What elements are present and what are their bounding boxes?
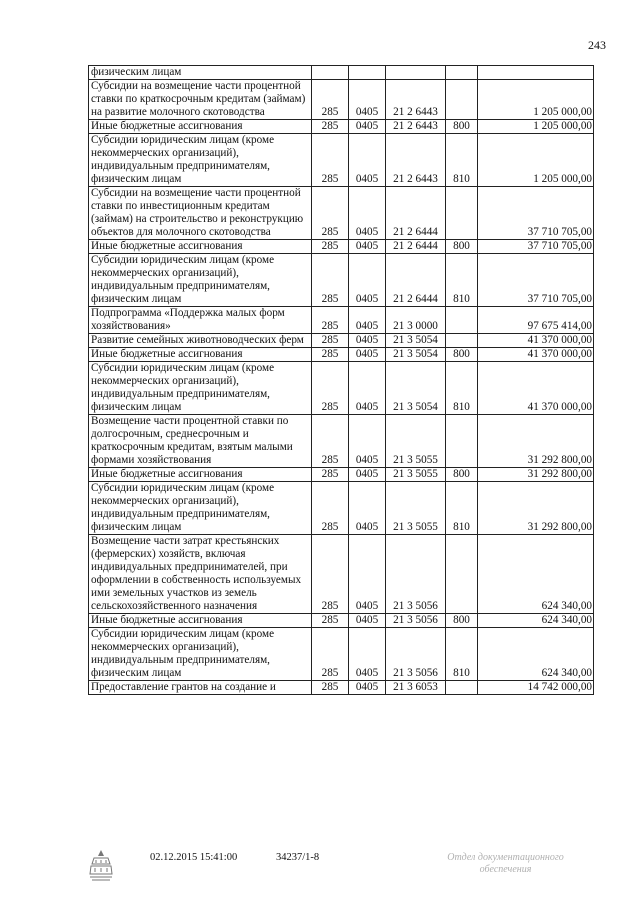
- cell-section: 0405: [349, 362, 386, 415]
- cell-name: физическим лицам: [89, 66, 312, 80]
- cell-name: Иные бюджетные ассигнования: [89, 468, 312, 482]
- cell-name: Иные бюджетные ассигнования: [89, 120, 312, 134]
- page-number: 243: [588, 38, 606, 52]
- cell-article: 21 2 6443: [386, 134, 446, 187]
- cell-article: 21 2 6443: [386, 120, 446, 134]
- cell-section: 0405: [349, 334, 386, 348]
- budget-table-body: [89, 66, 594, 695]
- cell-code: 285: [312, 628, 349, 681]
- cell-article: 21 2 6444: [386, 254, 446, 307]
- cell-section: 0405: [349, 348, 386, 362]
- cell-code: [312, 66, 349, 80]
- cell-article: 21 3 5054: [386, 334, 446, 348]
- department-stamp: [418, 852, 593, 876]
- cell-type: [446, 681, 478, 695]
- cell-article: 21 3 5056: [386, 614, 446, 628]
- cell-type: 800: [446, 614, 478, 628]
- cell-amount: 624 340,00: [478, 628, 594, 681]
- cell-name: Субсидии юридическим лицам (кроме некоммерческих организаций), индивидуальным предпринимателям, физическим лицам: [89, 362, 312, 415]
- emblem-icon: [88, 848, 114, 882]
- table-row: [89, 134, 594, 187]
- cell-type: 800: [446, 120, 478, 134]
- cell-section: 0405: [349, 254, 386, 307]
- table-row: [89, 307, 594, 334]
- cell-code: 285: [312, 681, 349, 695]
- cell-name: Субсидии на возмещение части процентной ставки по краткосрочным кредитам (займам) на развитие молочного скотоводства: [89, 80, 312, 120]
- cell-code: 285: [312, 614, 349, 628]
- cell-type: 810: [446, 482, 478, 535]
- cell-amount: 14 742 000,00: [478, 681, 594, 695]
- cell-type: 810: [446, 628, 478, 681]
- table-row: [89, 348, 594, 362]
- cell-type: 810: [446, 254, 478, 307]
- table-row: [89, 254, 594, 307]
- cell-section: [349, 66, 386, 80]
- footer-datetime: 02.12.2015 15:41:00: [150, 852, 238, 863]
- cell-section: 0405: [349, 628, 386, 681]
- cell-type: 800: [446, 348, 478, 362]
- stamp-line-1: Отдел документационного: [447, 852, 564, 863]
- cell-article: [386, 66, 446, 80]
- cell-code: 285: [312, 80, 349, 120]
- cell-amount: 41 370 000,00: [478, 334, 594, 348]
- table-row: [89, 628, 594, 681]
- cell-article: 21 2 6443: [386, 80, 446, 120]
- cell-article: 21 3 5055: [386, 415, 446, 468]
- cell-amount: 624 340,00: [478, 535, 594, 614]
- cell-type: [446, 66, 478, 80]
- cell-amount: 37 710 705,00: [478, 240, 594, 254]
- cell-name: Иные бюджетные ассигнования: [89, 240, 312, 254]
- cell-name: Возмещение части затрат крестьянских (фермерских) хозяйств, включая индивидуальных предпринимателей, при оформлении в собственность используемых ими земельных участков из земель сельскохозяйственного назначения: [89, 535, 312, 614]
- table-row: [89, 681, 594, 695]
- cell-article: 21 3 6053: [386, 681, 446, 695]
- cell-section: 0405: [349, 80, 386, 120]
- cell-code: 285: [312, 120, 349, 134]
- cell-article: 21 3 5055: [386, 468, 446, 482]
- cell-code: 285: [312, 134, 349, 187]
- cell-type: [446, 415, 478, 468]
- cell-amount: 31 292 800,00: [478, 468, 594, 482]
- cell-amount: [478, 66, 594, 80]
- cell-article: 21 3 5055: [386, 482, 446, 535]
- table-row: [89, 614, 594, 628]
- table-row: [89, 482, 594, 535]
- cell-section: 0405: [349, 134, 386, 187]
- cell-type: [446, 334, 478, 348]
- cell-code: 285: [312, 334, 349, 348]
- table-row: [89, 120, 594, 134]
- cell-type: 810: [446, 134, 478, 187]
- cell-code: 285: [312, 415, 349, 468]
- cell-section: 0405: [349, 535, 386, 614]
- cell-amount: 1 205 000,00: [478, 120, 594, 134]
- cell-type: 810: [446, 362, 478, 415]
- table-row: [89, 415, 594, 468]
- cell-section: 0405: [349, 614, 386, 628]
- cell-code: 285: [312, 254, 349, 307]
- cell-name: Иные бюджетные ассигнования: [89, 348, 312, 362]
- cell-name: Подпрограмма «Поддержка малых форм хозяйствования»: [89, 307, 312, 334]
- cell-code: 285: [312, 240, 349, 254]
- cell-section: 0405: [349, 120, 386, 134]
- cell-code: 285: [312, 307, 349, 334]
- cell-section: 0405: [349, 681, 386, 695]
- cell-article: 21 3 0000: [386, 307, 446, 334]
- cell-type: [446, 187, 478, 240]
- cell-section: 0405: [349, 482, 386, 535]
- cell-code: 285: [312, 468, 349, 482]
- cell-section: 0405: [349, 187, 386, 240]
- table-row: [89, 362, 594, 415]
- cell-code: 285: [312, 348, 349, 362]
- table-row: [89, 80, 594, 120]
- table-row: [89, 468, 594, 482]
- cell-type: [446, 535, 478, 614]
- table-row: [89, 240, 594, 254]
- cell-article: 21 3 5056: [386, 535, 446, 614]
- cell-name: Субсидии юридическим лицам (кроме некоммерческих организаций), индивидуальным предпринимателям, физическим лицам: [89, 628, 312, 681]
- cell-amount: 41 370 000,00: [478, 362, 594, 415]
- cell-article: 21 2 6444: [386, 240, 446, 254]
- cell-code: 285: [312, 362, 349, 415]
- cell-article: 21 3 5054: [386, 362, 446, 415]
- cell-section: 0405: [349, 307, 386, 334]
- cell-code: 285: [312, 482, 349, 535]
- cell-amount: 31 292 800,00: [478, 482, 594, 535]
- cell-name: Иные бюджетные ассигнования: [89, 614, 312, 628]
- cell-type: 800: [446, 240, 478, 254]
- cell-amount: 37 710 705,00: [478, 254, 594, 307]
- footer-doc-number: 34237/1-8: [276, 852, 320, 863]
- cell-section: 0405: [349, 240, 386, 254]
- cell-name: Возмещение части процентной ставки по долгосрочным, среднесрочным и краткосрочным кредитам, взятым малыми формами хозяйствования: [89, 415, 312, 468]
- cell-type: [446, 307, 478, 334]
- stamp-line-2: обеспечения: [479, 864, 532, 875]
- cell-code: 285: [312, 187, 349, 240]
- table-row: [89, 66, 594, 80]
- cell-code: 285: [312, 535, 349, 614]
- cell-amount: 97 675 414,00: [478, 307, 594, 334]
- cell-name: Развитие семейных животноводческих ферм: [89, 334, 312, 348]
- table-row: [89, 187, 594, 240]
- cell-section: 0405: [349, 468, 386, 482]
- cell-amount: 31 292 800,00: [478, 415, 594, 468]
- cell-type: [446, 80, 478, 120]
- cell-name: Субсидии на возмещение части процентной ставки по инвестиционным кредитам (займам) на строительство и реконструкцию объектов для молочного скотоводства: [89, 187, 312, 240]
- table-row: [89, 334, 594, 348]
- cell-type: 800: [446, 468, 478, 482]
- cell-section: 0405: [349, 415, 386, 468]
- cell-amount: 1 205 000,00: [478, 80, 594, 120]
- cell-article: 21 3 5054: [386, 348, 446, 362]
- cell-name: Субсидии юридическим лицам (кроме некоммерческих организаций), индивидуальным предпринимателям, физическим лицам: [89, 134, 312, 187]
- cell-amount: 41 370 000,00: [478, 348, 594, 362]
- budget-table: [88, 65, 594, 695]
- cell-article: 21 2 6444: [386, 187, 446, 240]
- cell-amount: 1 205 000,00: [478, 134, 594, 187]
- cell-amount: 37 710 705,00: [478, 187, 594, 240]
- cell-name: Субсидии юридическим лицам (кроме некоммерческих организаций), индивидуальным предпринимателям, физическим лицам: [89, 254, 312, 307]
- table-row: [89, 535, 594, 614]
- cell-amount: 624 340,00: [478, 614, 594, 628]
- cell-name: Предоставление грантов на создание и: [89, 681, 312, 695]
- cell-article: 21 3 5056: [386, 628, 446, 681]
- cell-name: Субсидии юридическим лицам (кроме некоммерческих организаций), индивидуальным предпринимателям, физическим лицам: [89, 482, 312, 535]
